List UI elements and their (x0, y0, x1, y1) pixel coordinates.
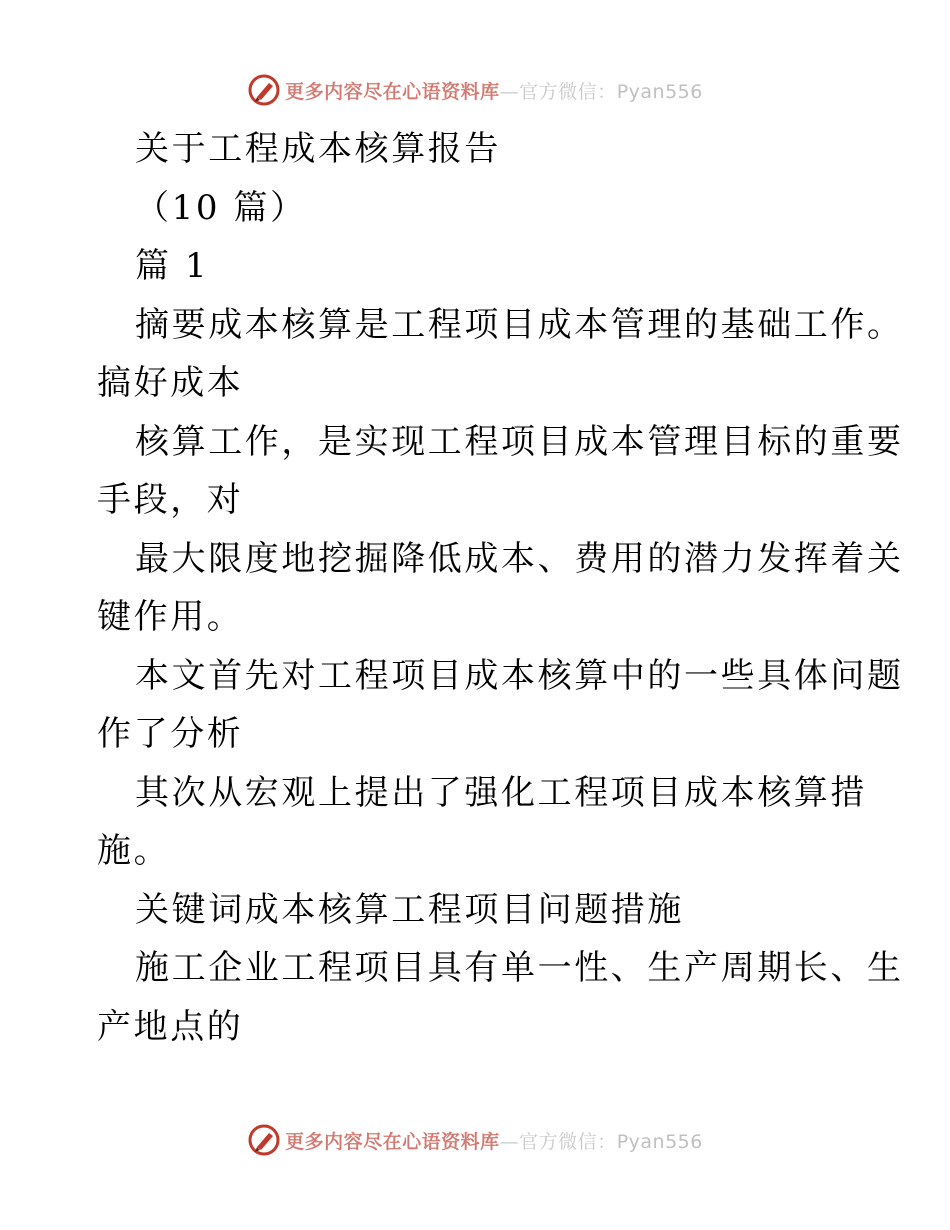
paragraph-line: 最大限度地挖掘降低成本、费用的潜力发挥着关 (135, 538, 904, 579)
banner-text (285, 77, 703, 104)
banner-dash-text: —官方微信： (499, 80, 617, 103)
banner-dash-text: —官方微信： (499, 1130, 617, 1153)
document-subtitle: （10 篇） (135, 187, 307, 228)
banner-main-text: 更多内容尽在心语资料库 (285, 80, 500, 103)
keywords-line: 关键词成本核算工程项目问题措施 (135, 889, 684, 930)
paragraph-line: 作了分析 (97, 714, 244, 754)
paragraph-line: 核算工作，是实现工程项目成本管理目标的重要 (135, 421, 904, 462)
paragraph-line: 本文首先对工程项目成本核算中的一些具体问题 (135, 655, 904, 696)
pen-logo-icon (247, 1123, 281, 1157)
paragraph-line: 施。 (97, 831, 171, 871)
document-body (97, 120, 904, 1056)
paragraph-line: 键作用。 (97, 597, 244, 637)
paragraph-line: 手段，对 (97, 480, 244, 520)
header-banner (0, 70, 950, 110)
paragraph-line: 搞好成本 (97, 363, 244, 403)
paragraph-line: 摘要成本核算是工程项目成本管理的基础工作。 (135, 304, 904, 345)
paragraph-line: 产地点的 (97, 1006, 244, 1047)
footer-banner (0, 1120, 950, 1160)
banner-id-text: Pyan556 (616, 1130, 703, 1153)
banner-text (285, 1127, 703, 1154)
paragraph-line: 施工企业工程项目具有单一性、生产周期长、生 (135, 948, 904, 988)
document-title: 关于工程成本核算报告 (135, 129, 501, 169)
pen-logo-icon (247, 73, 281, 107)
banner-main-text: 更多内容尽在心语资料库 (285, 1130, 500, 1153)
paragraph-line: 其次从宏观上提出了强化工程项目成本核算措 (135, 772, 867, 813)
section-heading: 篇 1 (135, 246, 210, 286)
banner-id-text: Pyan556 (616, 80, 703, 103)
